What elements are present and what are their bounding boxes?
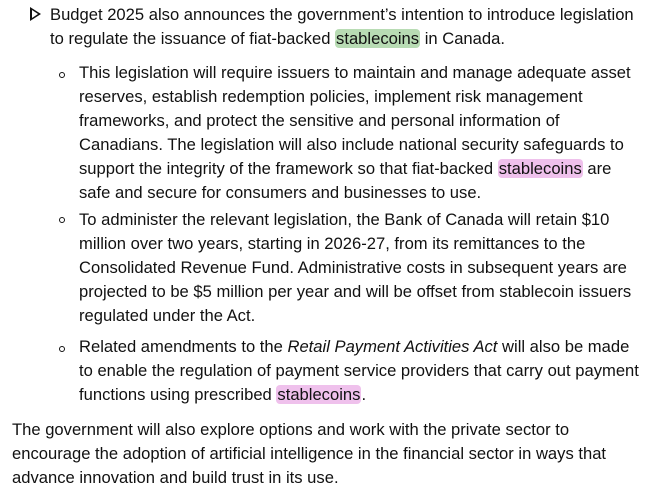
sub-item-text: Related amendments to the (79, 337, 288, 356)
top-item-text: Budget 2025 also announces the government’s intention to introduce legislation to regulate the issuance of fiat-backed (50, 5, 634, 48)
sub-item-text-middle: will also be made to enable the regulation of payment service providers that carry out payment functions using prescribed (79, 337, 639, 404)
sub-list-item (79, 335, 639, 407)
closing-paragraph: The government will also explore options and work with the private sector to encourage the adoption of artificial intelligence in the financial sector in ways that advance innovation and build trust in its use. (12, 420, 607, 487)
hollow-circle-bullet-icon (59, 72, 65, 78)
hollow-circle-bullet-icon (59, 217, 65, 223)
sub-item-text-end: are safe and secure for consumers and businesses to use. (79, 159, 612, 202)
triangle-right-icon[interactable] (30, 7, 41, 21)
sub-item-text: To administer the relevant legislation, the Bank of Canada will retain $10 million over two years, starting in 2026-27, from its remittances to the Consolidated Revenue Fund. Administrative costs in subsequent years are projected to be $5 million per year and will be offset from stablecoin issuers regulated under the Act. (79, 210, 632, 325)
highlight-stablecoins: stablecoins (498, 159, 582, 178)
highlight-stablecoins: stablecoins (336, 29, 420, 48)
top-item-text-end: in Canada. (420, 29, 505, 48)
top-list-item (50, 3, 648, 51)
sub-list-item (79, 61, 639, 205)
act-title: Retail Payment Activities Act (287, 337, 498, 356)
sub-item-text-end: . (361, 385, 367, 404)
sub-item-text: This legislation will require issuers to maintain and manage adequate asset reserves, establish redemption policies, implement risk management frameworks, and protect the sensitive and personal information of Canadians. The legislation will also include national security safeguards to support the integrity of the framework so that fiat-backed (79, 63, 631, 178)
hollow-circle-bullet-icon (59, 346, 65, 352)
highlight-stablecoins: stablecoins (277, 385, 361, 404)
sub-list-item (79, 208, 639, 328)
